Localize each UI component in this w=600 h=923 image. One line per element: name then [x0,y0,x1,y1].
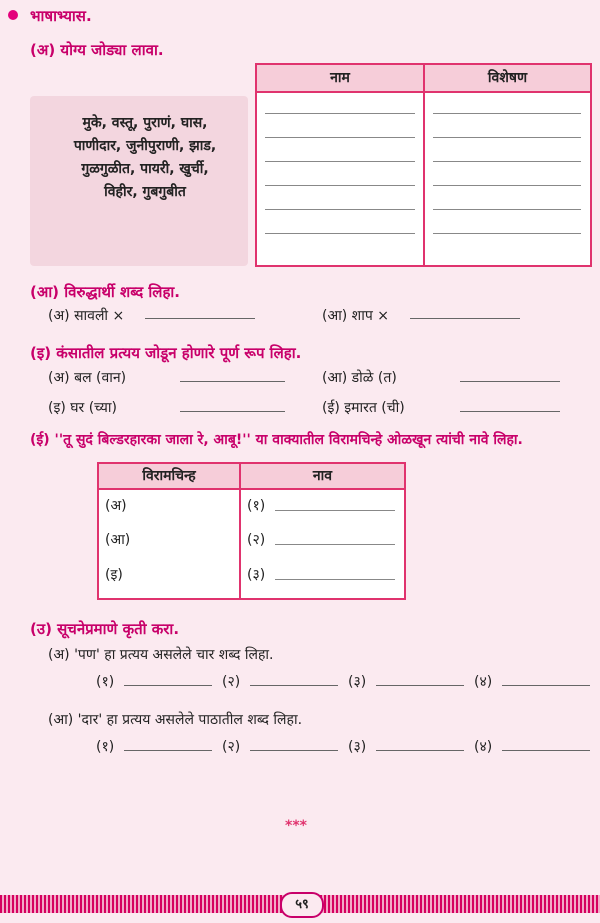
answer-line[interactable] [433,209,581,210]
answer-line[interactable] [250,685,338,686]
marker: (३) [348,674,367,690]
name-cell: (१) [247,498,266,514]
answer-line[interactable] [502,750,590,751]
answer-line[interactable] [275,544,395,545]
answer-line[interactable] [275,510,395,511]
section-end-stars: *** [285,818,307,834]
q2-heading: (आ) विरुद्धार्थी शब्द लिहा. [30,283,181,301]
q5-heading: (उ) सूचनेप्रमाणे कृती करा. [30,620,180,638]
answer-line[interactable] [265,185,415,186]
word-line: मुके, वस्तू, पुराणं, घास, [82,115,208,131]
answer-line[interactable] [433,233,581,234]
table-header-noun: नाम [257,65,423,93]
q3-item: (इ) घर (च्या) [48,400,117,416]
marker: (२) [222,674,241,690]
word-list [50,112,240,204]
q4-heading: (ई) ''तू सुदं बिल्डरहारका जाला रे, आबू!'' या वाक्यातील विरामचिन्हे ओळखून त्यांची नावे लिहा. [30,432,523,448]
answer-line[interactable] [180,411,285,412]
q1-heading: (अ) योग्य जोड्या लावा. [30,41,164,59]
answer-line[interactable] [410,318,520,319]
punctuation-cell: (इ) [105,567,123,583]
noun-adjective-table [255,63,592,267]
answer-line[interactable] [502,685,590,686]
word-line: पाणीदार, जुनीपुराणी, झाड, [73,138,217,154]
marker: (४) [474,739,493,755]
answer-line[interactable] [124,750,212,751]
answer-line[interactable] [265,233,415,234]
section-title: भाषाभ्यास. [30,7,92,25]
word-line: विहीर, गुबगुबीत [104,184,186,200]
answer-line[interactable] [265,161,415,162]
marker: (१) [96,674,115,690]
marker: (२) [222,739,241,755]
bullet-icon [8,10,18,20]
answer-line[interactable] [460,411,560,412]
marker: (३) [348,739,367,755]
q3-item: (आ) डोळे (त) [322,370,397,386]
answer-line[interactable] [376,685,464,686]
answer-line[interactable] [124,685,212,686]
q2-item: (अ) सावली × [48,308,125,324]
answer-line[interactable] [376,750,464,751]
answer-line[interactable] [265,209,415,210]
answer-line[interactable] [433,113,581,114]
answer-line[interactable] [250,750,338,751]
answer-line[interactable] [433,185,581,186]
punctuation-table [97,462,406,600]
answer-line[interactable] [275,579,395,580]
q3-heading: (इ) कंसातील प्रत्यय जोडून होणारे पूर्ण रूप लिहा. [30,344,302,362]
marker: (४) [474,674,493,690]
table-header-adjective: विशेषण [425,65,590,93]
table-divider [239,464,241,598]
marker: (१) [96,739,115,755]
table-header-name: नाव [241,464,404,490]
punctuation-cell: (आ) [105,532,131,548]
answer-line[interactable] [433,161,581,162]
table-header-punctuation: विरामचिन्ह [99,464,239,490]
answer-line[interactable] [265,113,415,114]
answer-line[interactable] [433,137,581,138]
q5-sub-a: (अ) 'पण' हा प्रत्यय असलेले चार शब्द लिहा. [48,647,274,663]
answer-line[interactable] [460,381,560,382]
page-number: ५९ [280,892,324,918]
answer-line[interactable] [265,137,415,138]
q3-item: (अ) बल (वान) [48,370,127,386]
word-line: गुळगुळीत, पायरी, खुर्ची, [81,161,209,177]
q2-item: (आ) शाप × [322,308,389,324]
q3-item: (ई) इमारत (ची) [322,400,405,416]
punctuation-cell: (अ) [105,498,127,514]
answer-line[interactable] [145,318,255,319]
table-divider [423,65,425,265]
name-cell: (३) [247,567,266,583]
answer-line[interactable] [180,381,285,382]
name-cell: (२) [247,532,266,548]
q5-sub-b: (आ) 'दार' हा प्रत्यय असलेले पाठातील शब्द लिहा. [48,712,303,728]
